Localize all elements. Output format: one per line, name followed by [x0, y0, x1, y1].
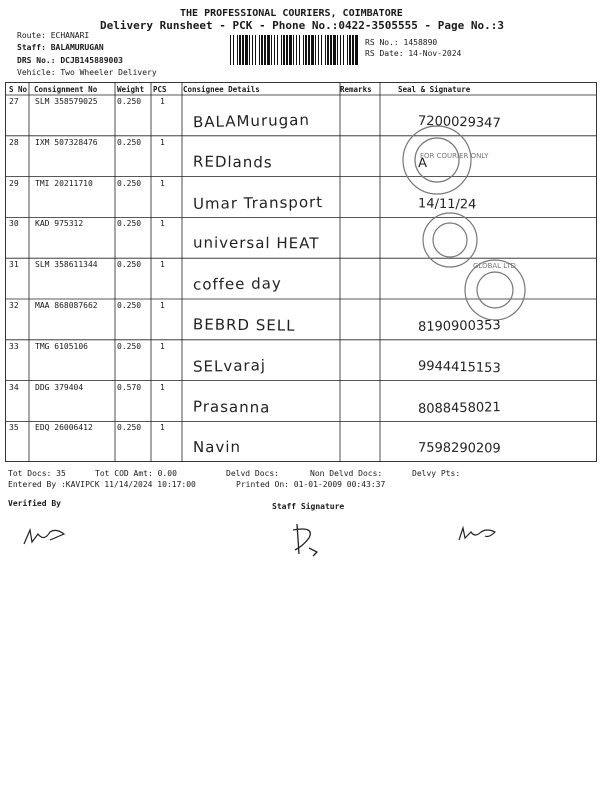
row-consignee-handwritten: Umar Transport — [192, 192, 324, 213]
row-serial-number: 31 — [9, 260, 19, 270]
staff-label: Staff: BALAMURUGAN — [17, 43, 104, 52]
row-weight: 0.250 — [117, 137, 142, 147]
column-header-remarks: Remarks — [340, 85, 372, 94]
row-pieces: 1 — [160, 423, 165, 433]
column-header-consignment: Consignment No — [34, 85, 98, 94]
row-serial-number: 32 — [9, 301, 19, 310]
entered-by: Entered By :KAVIPCK 11/14/2024 10:17:00 — [8, 480, 196, 489]
row-serial-number: 29 — [9, 178, 19, 188]
stamp-text-global: GLOBAL LTD — [473, 262, 516, 270]
delivered-docs: Delvd Docs: — [226, 469, 279, 478]
row-signature-handwritten: 14/11/24 — [417, 195, 477, 213]
row-pieces: 1 — [160, 341, 165, 351]
row-pieces: 1 — [160, 137, 165, 147]
row-pieces: 1 — [160, 219, 165, 229]
row-weight: 0.570 — [117, 382, 142, 392]
printed-on: Printed On: 01-01-2009 00:43:37 — [236, 480, 386, 489]
staff-signature-label: Staff Signature — [272, 502, 345, 511]
row-consignee-handwritten: coffee day — [192, 274, 282, 294]
row-consignment-number: TMG 6105106 — [35, 341, 88, 351]
rs-date: RS Date: 14-Nov-2024 — [365, 49, 462, 58]
row-consignment-number: KAD 975312 — [35, 219, 84, 229]
staff-signature-icon — [285, 520, 335, 560]
row-weight: 0.250 — [117, 341, 142, 351]
column-header-weight: Weight — [117, 85, 145, 94]
drs-number: DRS No.: DCJB145889003 — [17, 56, 123, 65]
column-header-consignee: Consignee Details — [183, 85, 260, 94]
row-weight: 0.250 — [117, 219, 142, 229]
stamp-text-courier: FOR COURIER ONLY — [420, 152, 489, 160]
row-consignee-handwritten: BEBRD SELL — [192, 315, 296, 335]
row-signature-handwritten: 9944415153 — [417, 358, 501, 377]
row-consignment-number: TMI 20211710 — [35, 178, 93, 188]
seal-stamps — [395, 120, 535, 320]
barcode-icon — [230, 35, 358, 65]
row-consignment-number: SLM 358611344 — [35, 260, 98, 270]
row-weight: 0.250 — [117, 97, 142, 106]
document-title: THE PROFESSIONAL COURIERS, COIMBATORE — [180, 8, 403, 19]
row-consignment-number: IXM 507328476 — [35, 137, 98, 147]
row-signature-handwritten: A — [417, 155, 428, 171]
row-pieces: 1 — [160, 382, 165, 392]
column-header-seal: Seal & Signature — [398, 85, 471, 94]
row-consignment-number: MAA 868087662 — [35, 301, 98, 310]
delivery-points: Delvy Pts: — [412, 469, 461, 478]
non-delivered-docs: Non Delvd Docs: — [310, 469, 383, 478]
row-consignee-handwritten: REDlands — [192, 152, 273, 172]
row-signature-handwritten: 8088458021 — [417, 399, 501, 417]
verifier-signature-icon — [20, 522, 80, 552]
row-consignment-number: EDQ 26006412 — [35, 423, 93, 433]
row-signature-handwritten: 7598290209 — [417, 440, 501, 457]
row-serial-number: 28 — [9, 137, 19, 147]
route-label: Route: ECHANARI — [17, 31, 90, 40]
row-consignee-handwritten: universal HEAT — [192, 233, 320, 253]
row-weight: 0.250 — [117, 301, 142, 310]
verified-by-label: Verified By — [8, 499, 61, 508]
row-pieces: 1 — [160, 97, 165, 106]
rs-number: RS No.: 1458890 — [365, 38, 438, 47]
row-pieces: 1 — [160, 301, 165, 310]
row-consignee-handwritten: BALAMurugan — [192, 110, 311, 132]
row-weight: 0.250 — [117, 260, 142, 270]
column-header-pcs: PCS — [153, 85, 167, 94]
row-signature-handwritten: 7200029347 — [417, 113, 501, 132]
row-serial-number: 35 — [9, 423, 19, 433]
row-consignment-number: DDG 379404 — [35, 382, 84, 392]
row-consignee-handwritten: Navin — [192, 438, 242, 457]
row-pieces: 1 — [160, 178, 165, 188]
row-serial-number: 33 — [9, 341, 19, 351]
row-serial-number: 27 — [9, 97, 19, 106]
row-signature-handwritten: 8190900353 — [417, 318, 501, 335]
vehicle-label: Vehicle: Two Wheeler Delivery — [17, 68, 157, 77]
row-consignee-handwritten: SELvaraj — [192, 356, 267, 376]
total-docs: Tot Docs: 35 — [8, 469, 66, 478]
row-pieces: 1 — [160, 260, 165, 270]
document-subtitle: Delivery Runsheet - PCK - Phone No.:0422-3505555 - Page No.:3 — [100, 19, 504, 32]
column-header-sno: S No — [9, 85, 28, 94]
entry-signature-icon — [455, 520, 515, 550]
total-cod-amount: Tot COD Amt: 0.00 — [95, 469, 177, 478]
row-consignee-handwritten: Prasanna — [192, 397, 271, 417]
row-consignment-number: SLM 358579025 — [35, 97, 98, 106]
row-serial-number: 30 — [9, 219, 19, 229]
row-weight: 0.250 — [117, 423, 142, 433]
row-weight: 0.250 — [117, 178, 142, 188]
row-serial-number: 34 — [9, 382, 19, 392]
